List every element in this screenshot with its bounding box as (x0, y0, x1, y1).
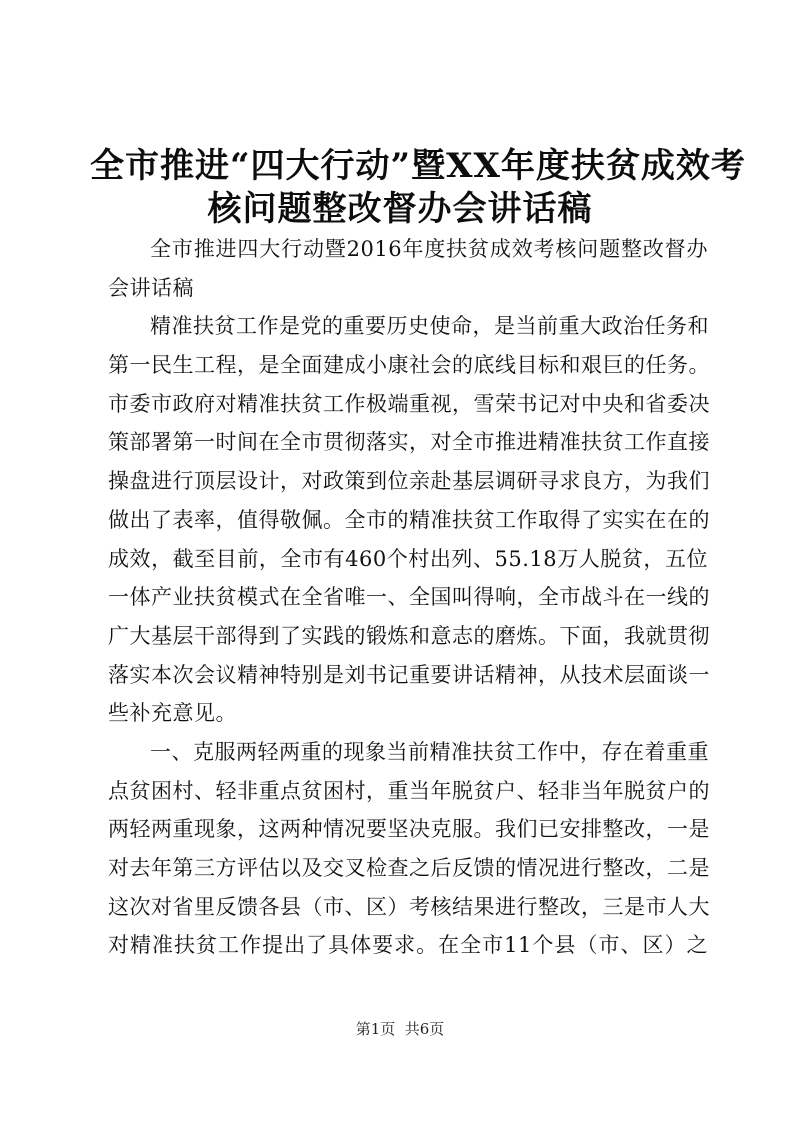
body-line: 一体产业扶贫模式在全省唯一、全国叫得响，全市战斗在一线的 (108, 585, 710, 610)
document-title-line-2: 核问题整改督办会讲话稿 (207, 189, 593, 229)
body-line: 这次对省里反馈各县（市、区）考核结果进行整改，三是市人大 (108, 894, 710, 919)
body-line: 全市推进四大行动暨2016年度扶贫成效考核问题整改督办 (150, 237, 708, 261)
body-line: 会讲话稿 (108, 275, 194, 300)
body-line: 精准扶贫工作是党的重要历史使命，是当前重大政治任务和 (150, 314, 709, 339)
document-title-line-1: 全市推进“四大行动”暨XX年度扶贫成效考 (90, 146, 746, 186)
page-footer: 第1页 共6页 (355, 1020, 445, 1038)
body-line: 对去年第三方评估以及交叉检查之后反馈的情况进行整改，二是 (108, 856, 710, 880)
body-line: 第一民生工程，是全面建成小康社会的底线目标和艰巨的任务。 (108, 353, 710, 378)
body-line: 做出了表率，值得敬佩。全市的精准扶贫工作取得了实实在在的 (108, 507, 710, 532)
body-line: 一、克服两轻两重的现象当前精准扶贫工作中，存在着重重 (150, 739, 709, 764)
body-line: 广大基层干部得到了实践的锻炼和意志的磨炼。下面，我就贯彻 (108, 623, 710, 648)
body-line: 些补充意见。 (108, 701, 237, 726)
body-line: 市委市政府对精准扶贫工作极端重视，雪荣书记对中央和省委决 (108, 391, 710, 416)
body-line: 对精准扶贫工作提出了具体要求。在全市11个县（市、区）之 (108, 933, 708, 958)
body-line: 两轻两重现象，这两种情况要坚决克服。我们已安排整改，一是 (108, 817, 710, 842)
body-line: 策部署第一时间在全市贯彻落实，对全市推进精准扶贫工作直接 (108, 430, 710, 455)
body-line: 落实本次会议精神特别是刘书记重要讲话精神，从技术层面谈一 (108, 662, 710, 687)
body-line: 点贫困村、轻非重点贫困村，重当年脱贫户、轻非当年脱贫户的 (108, 778, 710, 803)
document-body (108, 230, 708, 965)
body-line: 操盘进行顶层设计，对政策到位亲赴基层调研寻求良方，为我们 (108, 469, 710, 494)
body-line: 成效，截至目前，全市有460个村出列、55.18万人脱贫，五位 (108, 546, 708, 571)
